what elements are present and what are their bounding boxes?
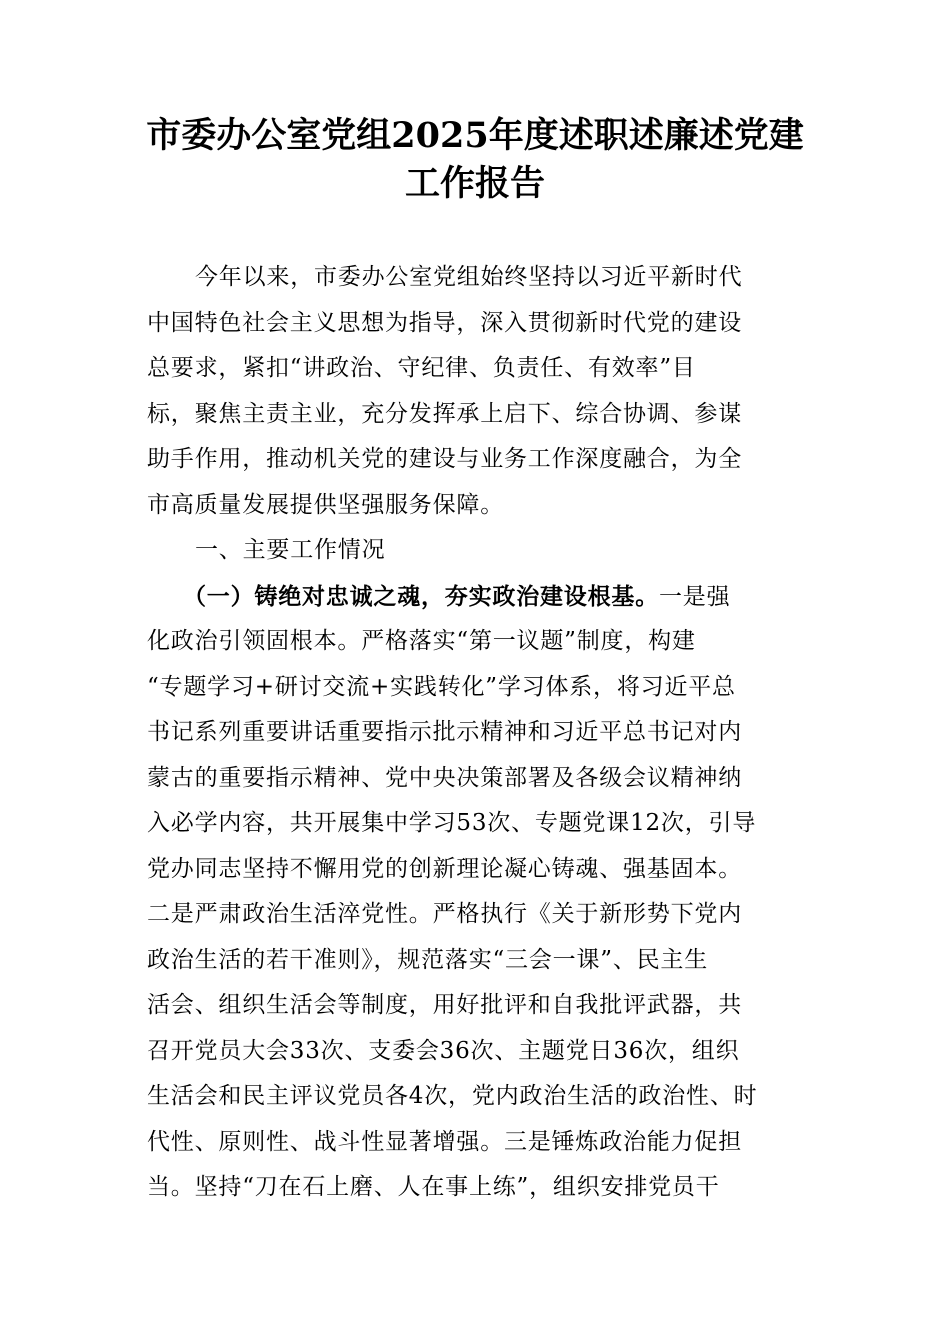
body-line: 党办同志坚持不懈用党的创新理论凝心铸魂、强基固本。 (147, 855, 742, 882)
body-line: 生活会和民主评议党员各4次，党内政治生活的政治性、时 (147, 1083, 758, 1109)
intro-line: 市高质量发展提供坚强服务保障。 (147, 491, 504, 518)
intro-line: 中国特色社会主义思想为指导，深入贯彻新时代党的建设 (147, 309, 742, 336)
body-line: 政治生活的若干准则》，规范落实“三会一课”、民主生 (147, 946, 709, 973)
body-line: 化政治引领固根本。严格落实“第一议题”制度，构建 (147, 628, 696, 654)
body-line: 书记系列重要讲话重要指示批示精神和习近平总书记对内 (147, 719, 742, 745)
body-line: 活会、组织生活会等制度，用好批评和自我批评武器，共 (147, 992, 742, 1018)
body-line: 代性、原则性、战斗性显著增强。三是锤炼政治能力促担 (147, 1128, 742, 1155)
intro-line: 标，聚焦主责主业，充分发挥承上启下、综合协调、参谋 (147, 400, 742, 427)
subsection-line (147, 574, 807, 620)
body-line: 召开党员大会33次、支委会36次、主题党日36次，组织 (147, 1037, 740, 1064)
body-line: “专题学习+研讨交流+实践转化”学习体系，将习近平总 (147, 673, 736, 700)
document-body (147, 255, 807, 1211)
document-title (145, 112, 805, 208)
title-line-2: 工作报告 (404, 163, 545, 204)
subsection-first-rest: 一是强 (659, 583, 731, 610)
body-line: 当。坚持“刀在石上磨、人在事上练”，组织安排党员干 (147, 1174, 720, 1200)
title-line-1: 市委办公室党组2025年度述职述廉述党建 (146, 115, 804, 156)
subsection-heading: （一）铸绝对忠诚之魂，夯实政治建设根基。 (183, 582, 659, 610)
intro-line: 今年以来，市委办公室党组始终坚持以习近平新时代 (195, 264, 743, 290)
section-heading: 一、主要工作情况 (195, 537, 386, 563)
body-line: 入必学内容，共开展集中学习53次、专题党课12次，引导 (147, 810, 757, 836)
intro-line: 助手作用，推动机关党的建设与业务工作深度融合，为全 (147, 446, 742, 472)
body-line: 蒙古的重要指示精神、党中央决策部署及各级会议精神纳 (147, 764, 742, 791)
body-line: 二是严肃政治生活淬党性。严格执行《关于新形势下党内 (147, 901, 742, 927)
intro-line: 总要求，紧扣“讲政治、守纪律、负责任、有效率”目 (147, 355, 696, 381)
